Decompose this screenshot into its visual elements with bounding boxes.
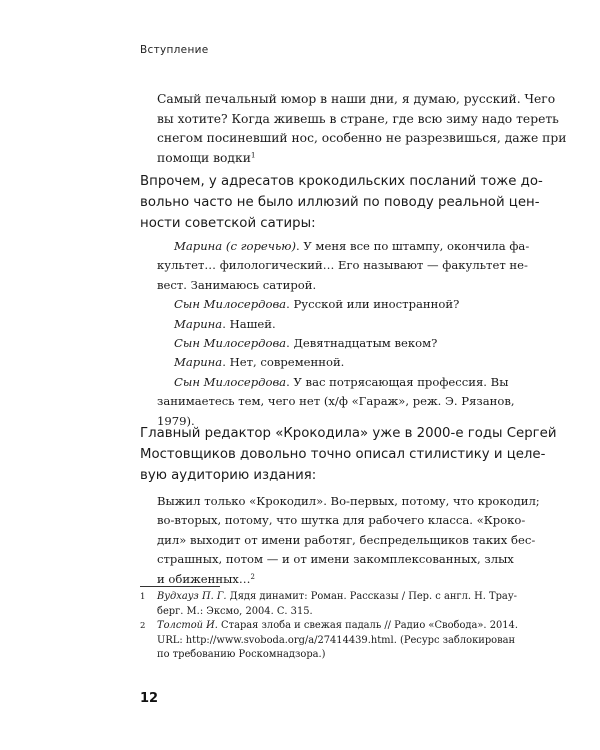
footnote xyxy=(157,620,518,665)
dialogue-line: вест. Занимаюсь сатирой. xyxy=(157,277,317,292)
footnote-rule xyxy=(140,586,220,587)
quote-text: и обиженных… xyxy=(157,571,251,586)
block-quote xyxy=(157,494,540,586)
paragraph-line: Главный редактор «Крокодила» уже в 2000-е годы Сергей xyxy=(140,426,557,441)
speaker-name: Сын Милосердова xyxy=(174,336,287,350)
epigraph-line: Самый печальный юмор в наши дни, я думаю, русский. Чего xyxy=(157,92,556,106)
speaker-name: Сын Милосердова xyxy=(174,297,287,312)
dialogue-text: . У вас потрясающая профессия. Вы xyxy=(286,374,509,389)
footnote-line xyxy=(157,620,518,631)
paragraph-line: вольно часто не было иллюзий по поводу реальной цен- xyxy=(140,195,540,210)
paragraph-line: Мостовщиков довольно точно описал стилистику и целе- xyxy=(140,447,546,462)
dialogue-line xyxy=(174,355,344,369)
epigraph-line: вы хотите? Когда живешь в стране, где всю зиму надо тереть xyxy=(157,111,559,126)
quote-line: страшных, потом — и от имени закомплексованных, злых xyxy=(157,552,514,567)
epigraph xyxy=(157,92,567,172)
footnote-number: 2 xyxy=(140,621,146,631)
speaker-name: Марина xyxy=(174,239,223,253)
dialogue-quote xyxy=(157,239,530,428)
paragraph-line: ности советской сатиры: xyxy=(140,216,316,231)
dialogue-line xyxy=(174,375,508,389)
footnote-line xyxy=(157,591,517,602)
paragraph-line: Впрочем, у адресатов крокодильских посланий тоже до- xyxy=(140,174,543,189)
dialogue-line: 1979). xyxy=(157,413,195,428)
page-number: 12 xyxy=(140,691,159,706)
speaker-name: Марина xyxy=(174,316,223,331)
footnote-line: URL: http://www.svoboda.org/a/27414439.html. (Ресурс заблокирован xyxy=(157,634,516,646)
dialogue-line xyxy=(174,317,276,331)
paragraph xyxy=(140,426,557,490)
quote-line: Выжил только «Крокодил». Во-первых, потому, что крокодил; xyxy=(157,494,540,508)
dialogue-line xyxy=(174,297,459,311)
footnote-author: Вудхауз П. Г. xyxy=(157,591,227,602)
footnote-author: Толстой И. xyxy=(157,620,218,631)
footnote xyxy=(157,591,517,621)
dialogue-line: занимаетесь тем, чего нет (х/ф «Гараж», реж. Э. Рязанов, xyxy=(157,394,515,409)
dialogue-text: . Нет, современной. xyxy=(222,355,345,370)
epigraph-line: снегом посиневший нос, особенно не разрезвишься, даже при xyxy=(157,131,567,145)
footnote-number: 1 xyxy=(140,592,146,602)
dialogue-text: . Нашей. xyxy=(222,316,276,331)
quote-line: во-вторых, потому, что шутка для рабочего класса. «Кроко- xyxy=(157,513,526,528)
dialogue-text: . Девятнадцатым веком? xyxy=(286,336,438,350)
footnote-line: по требованию Роскомнадзора.) xyxy=(157,649,326,660)
dialogue-text: . Русской или иностранной? xyxy=(286,297,460,312)
dialogue-line: культет… филологический… Его называют — факультет не- xyxy=(157,258,528,273)
quote-line: дил» выходит от имени работяг, беспредельщиков таких бес- xyxy=(157,532,536,547)
footnote-text: Старая злоба и свежая падаль // Радио «Свобода». 2014. xyxy=(217,620,518,631)
paragraph xyxy=(140,174,543,238)
paragraph-line: вую аудиторию издания: xyxy=(140,468,317,483)
epigraph-text: помощи водки xyxy=(157,150,251,165)
dialogue-text: . У меня все по штампу, окончила фа- xyxy=(296,239,530,253)
footnote-line: берг. М.: Эксмо, 2004. С. 315. xyxy=(157,605,313,617)
running-head: Вступление xyxy=(140,44,209,56)
speaker-name: Марина xyxy=(174,355,223,370)
dialogue-line xyxy=(174,239,529,253)
footnote-ref[interactable]: 1 xyxy=(250,150,256,160)
stage-remark: (с горечью) xyxy=(222,239,296,253)
footnote-ref[interactable]: 2 xyxy=(250,572,255,581)
epigraph-line xyxy=(157,151,256,165)
speaker-name: Сын Милосердова xyxy=(174,374,287,389)
dialogue-line xyxy=(174,336,437,350)
footnote-text: Дядя динамит: Роман. Рассказы / Пер. с англ. Н. Трау- xyxy=(226,591,517,602)
quote-line xyxy=(157,572,255,586)
